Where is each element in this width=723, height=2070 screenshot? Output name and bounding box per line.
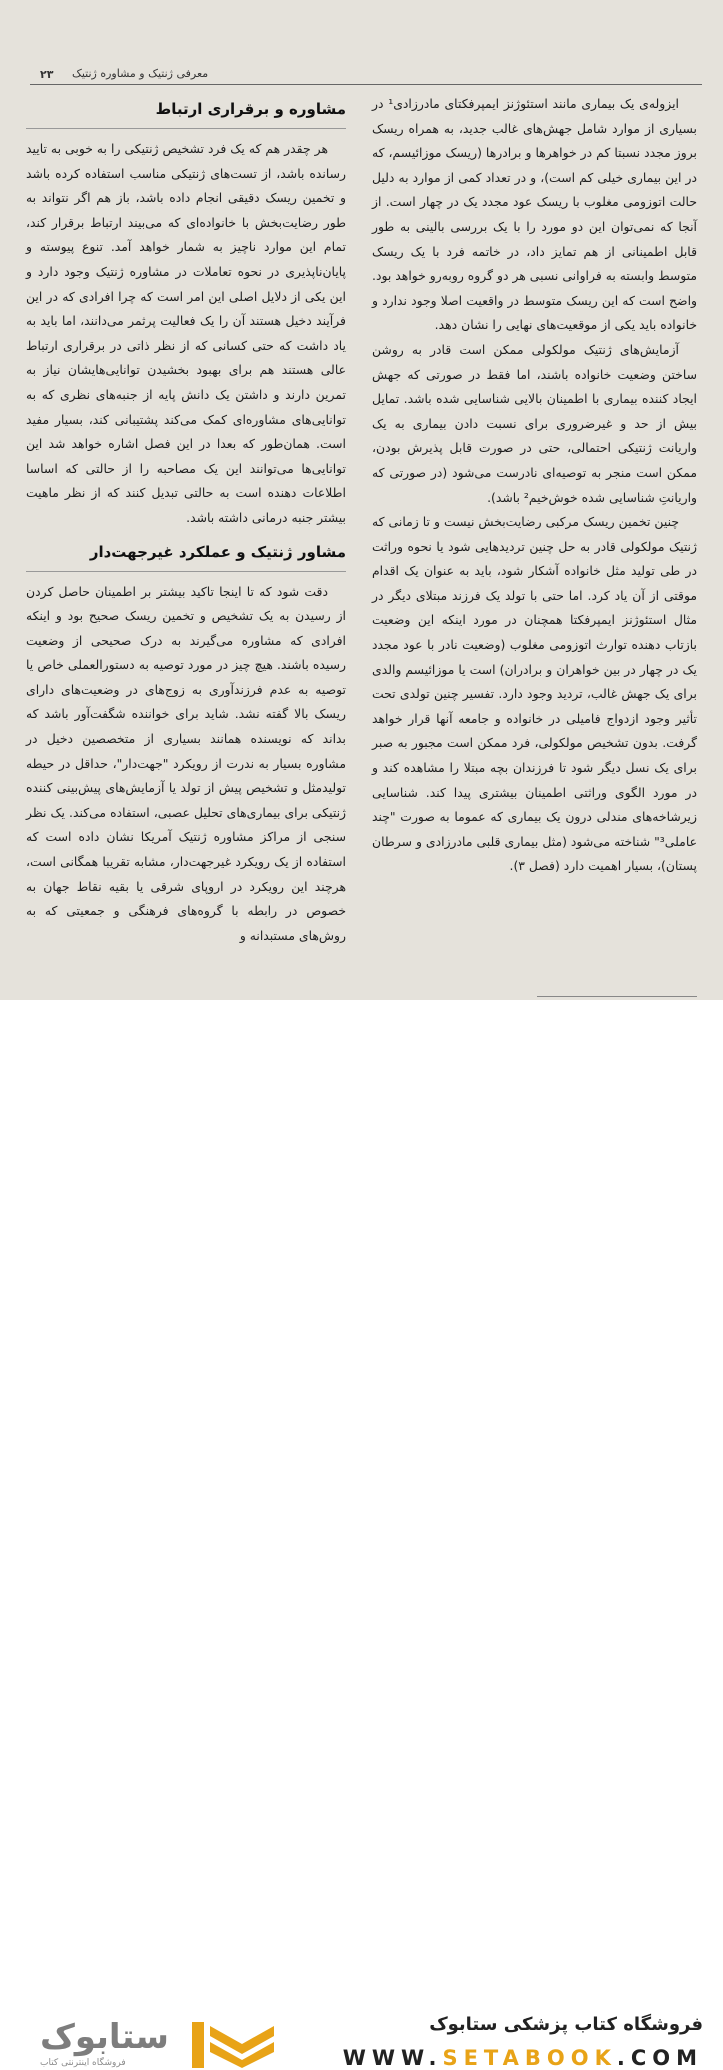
- store-logo-subtitle: فروشگاه اینترنتی کتاب: [40, 2058, 126, 2068]
- section-heading: مشاوره و برقراری ارتباط: [26, 98, 346, 129]
- header-rule: [30, 84, 702, 85]
- paragraph: چنین تخمین ریسک مرکبی رضایت‌بخش نیست و تا زمانی که ژنتیک مولکولی قادر به حل چنین تردیدهایی شود یا نحوه وراثت در طی تولید مثل خانواده آشکار شود، باید به عنوان یک اقدام موقتی از آن یاد کرد. اما حتی با تولد یک فرزند مبتلای دیگر در مثال استئوژنز ایمپرفکتا همچنان در مورد اینکه این وضعیت بازتاب دهنده توارث اتوزومی مغلوب (وضعیت نادر با عود مجدد یک در چهار در بین خواهران و برادران) است یا موزائیسم والدی برای یک جهش غالب، تردید وجود دارد. تفسیر چنین تولدی تحت تأثیر وجود ازدواج فامیلی در خانواده و جامعه آنها قرار خواهد گرفت. بدون تشخیص مولکولی، فرد ممکن است مجبور به صبر برای یک نسل دیگر شود تا فرزندان بچه مبتلا را مشاهده کند و در مورد الگوی وراثتی اطمینان بیشتری پیدا کند. شناسایی زیرشاخه‌های مندلی درون یک بیماری که عموما به صورت "چند عاملی³" شناخته می‌شود (مثل بیماری قلبی مادرزادی و سرطان پستان)، بسیار اهمیت دارد (فصل ۳).: [372, 514, 697, 874]
- page-number: ۲۳: [40, 68, 54, 81]
- left-column: [26, 96, 346, 948]
- section-heading: مشاور ژنتیک و عملکرد غیرجهت‌دار: [26, 541, 346, 572]
- paragraph: ایزوله‌ی یک بیماری مانند استئوژنز ایمپرفکتای مادرزادی¹ در بسیاری از موارد شامل جهش‌های غالب جدید، به همراه ریسک بروز مجدد نسبتا کم در خواهرها و برادرها (ریسک موزائیسم، که در این بیماری خیلی کم است)، و در تعداد کمی از موارد به دلیل حالت اتوزومی مغلوب با ریسک عود مجدد یک در چهار است. از آنجا که نمی‌توان این دو مورد را با یک بررسی بالینی به طور قابل اطمینانی از هم تمایز داد، در خاتمه فرد با یک ریسک متوسط وابسته به فراوانی نسبی هر دو گروه روبه‌رو خواهد بود. واضح است که این ریسک متوسط در واقعیت اصلا وجود ندارد و خانواده باید یکی از موقعیت‌های نهایی را نشان دهد.: [372, 96, 697, 333]
- book-page: [0, 0, 723, 1000]
- url-prefix: WWW.: [342, 2046, 443, 2070]
- store-url[interactable]: [343, 2046, 703, 2070]
- store-banner: [0, 1000, 723, 2070]
- paragraph: آزمایش‌های ژنتیک مولکولی ممکن است قادر به روشن ساختن وضعیت خانواده باشند، اما فقط در صورتی که جهش ایجاد کننده بیماری با اطمینان بالایی شناسایی شده باشد. تمایل بیش از حد و غیرضروری برای نسبت دادن بیماری به یک واریانت ژنتیکی احتمالی، حتی در صورت قابل پذیرش بودن، ممکن است منجر به توصیه‌ای نادرست می‌شود (در صورتی که واریانتِ شناسایی شده خوش‌خیم² باشد).: [372, 341, 697, 505]
- store-logo-text: ستابوک: [40, 2017, 169, 2057]
- paragraph: هر چقدر هم که یک فرد تشخیص ژنتیکی را به خوبی به تایید رسانده باشد، از تست‌های ژنتیکی مناسب استفاده کرده باشد و تخمین ریسک دقیقی انجام داده باشد، باز هم اگر نتواند به طور رضایت‌بخش با خانواده‌ای که می‌بیند ارتباط برقرار کند، تمام این موارد ناچیز به شمار خواهد آمد. تنوع پیوسته و پایان‌ناپذیری در نحوه تعاملات در مشاوره ژنتیک وجود دارد و این یکی از دلایل اصلی این امر است که چرا افرادی که در این فرآیند دخیل هستند آن را یک فعالیت پرثمر می‌دانند، اما باید به یاد داشت که حتی کسانی که از نظر ذاتی در برقراری ارتباط عالی هستند هم برای بهبود بخشیدن توانایی‌هایشان نیاز به تمرین دارند و داشتن یک دانش پایه از جنبه‌های نظری که به توانایی‌های مشاوره‌ای کمک می‌کند پشتیبانی کند، بسیار مفید است. همان‌طور که بعدا در این فصل اشاره خواهد شد این توانایی‌ها می‌توانند این یک مصاحبه را از حالتی که اساسا اطلاعات دهنده است به حالتی تبدیل کنند که از نظر ماهیت بیشتر جنبه درمانی داشته باشد.: [26, 141, 346, 525]
- book-logo-icon: [192, 2022, 274, 2068]
- store-title: فروشگاه کتاب پزشکی ستابوک: [429, 2014, 703, 2035]
- running-header: معرفی ژنتیک و مشاوره ژنتیک: [72, 67, 209, 80]
- footnote-rule: [537, 996, 697, 997]
- right-column: [372, 92, 697, 879]
- url-brand: SETABOOK: [442, 2046, 617, 2070]
- paragraph: دقت شود که تا اینجا تاکید بیشتر بر اطمینان حاصل کردن از رسیدن به یک تشخیص و تخمین ریسک صحیح بود و اینکه افرادی که مشاوره می‌گیرند به درک صحیحی از وضعیت رسیده باشند. هیچ چیز در مورد توصیه به دستورالعملی خاص یا توصیه به عدم فرزندآوری به زوج‌های در وضعیت‌های دارای ریسک بالا گفته نشد. شاید برای خواننده شگفت‌آور باشد که بداند که نویسنده همانند بسیاری از متخصصین دخیل در مشاوره بسیار به ندرت از رویکرد "جهت‌دار"، حداقل در حیطه تولیدمثل و تشخیص پیش از تولد یا آزمایش‌های پیش‌بینی کننده ژنتیکی برای بیماری‌های تحلیل عصبی، استفاده می‌کند. یک نظر سنجی از مراکز مشاوره ژنتیک آمریکا نشان داده است که استفاده از یک رویکرد غیرجهت‌دار، مشابه تقریبا همگانی است، هرچند این رویکرد در اروپای شرقی یا بقیه نقاط جهان به خصوص در رابطه با گروه‌های فرهنگی و جمعیتی که به روش‌های مستبدانه و: [26, 583, 346, 943]
- url-suffix: .COM: [616, 2046, 703, 2070]
